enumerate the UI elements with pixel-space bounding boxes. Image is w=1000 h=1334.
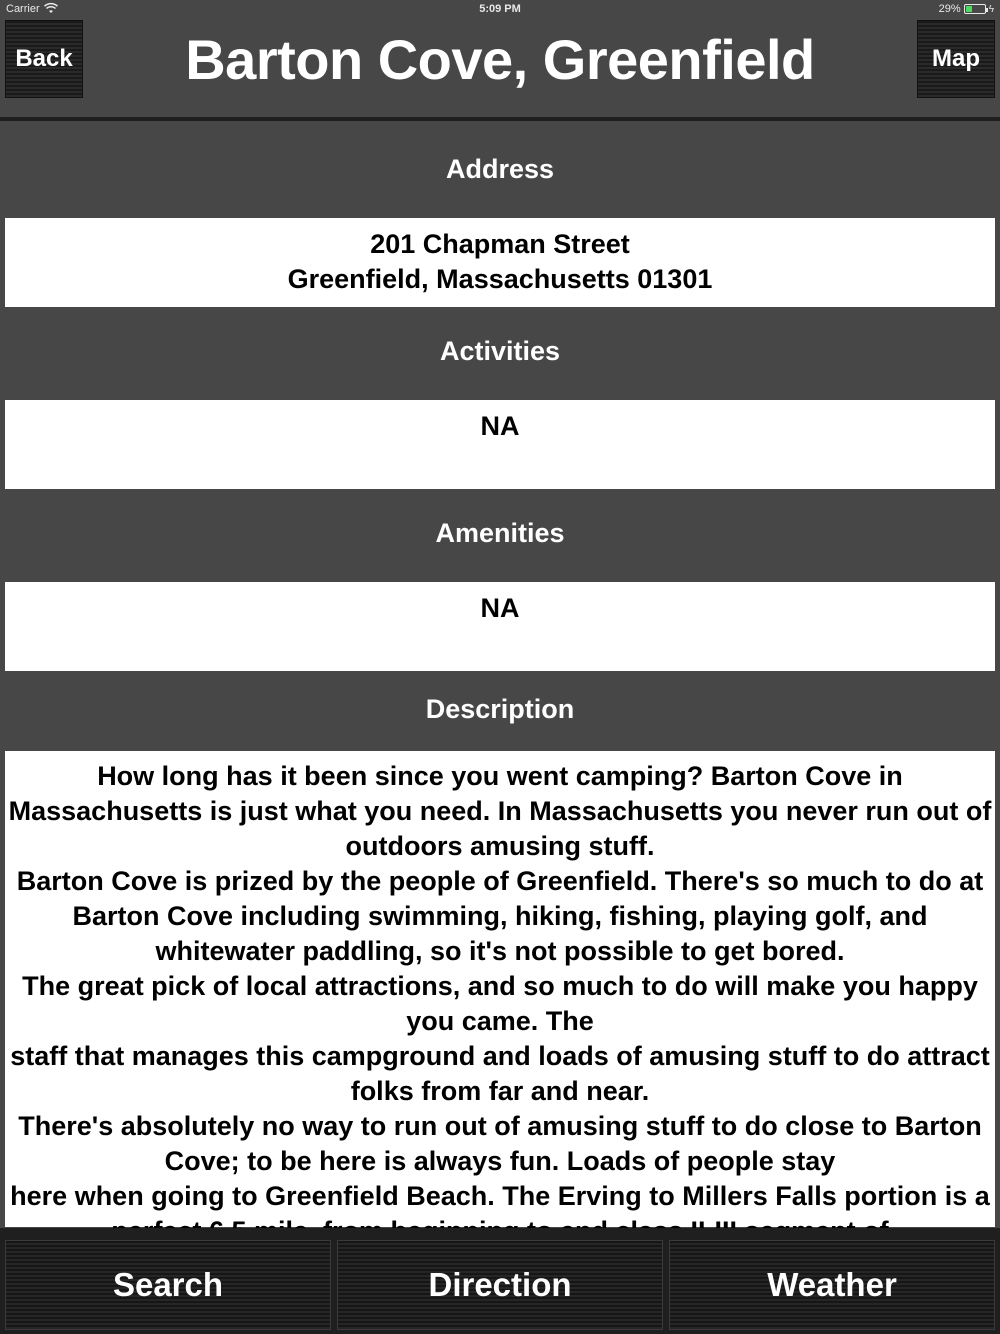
activities-heading: Activities xyxy=(439,336,561,366)
description-heading: Description xyxy=(425,694,575,724)
description-paragraph: There's absolutely no way to run out of amusing stuff to do close to Barton Cove; to be here is always fun. Loads of people stay xyxy=(18,1111,982,1176)
description-paragraph: Barton Cove is prized by the people of Greenfield. There's so much to do at Barton Cove including swimming, hiking, fishing, playing golf, and whitewater paddling, so it's not possible to get bored. xyxy=(16,866,984,966)
activities-value: NA xyxy=(480,411,520,441)
address-line-2: Greenfield, Massachusetts 01301 xyxy=(287,264,713,294)
amenities-value: NA xyxy=(480,593,520,623)
map-button[interactable]: Map xyxy=(917,20,995,98)
nav-header xyxy=(0,20,1000,118)
status-bar xyxy=(0,0,1000,20)
back-button[interactable]: Back xyxy=(5,20,83,98)
address-line-1: 201 Chapman Street xyxy=(370,229,630,259)
battery-indicator xyxy=(939,3,994,15)
carrier-label: Carrier xyxy=(6,3,40,15)
header-divider xyxy=(0,117,1000,121)
description-paragraph: The great pick of local attractions, and so much to do will make you happy you came. The xyxy=(22,971,978,1036)
activities-box xyxy=(5,400,995,489)
description-text-area[interactable] xyxy=(5,751,995,1227)
amenities-heading: Amenities xyxy=(435,518,565,548)
address-box xyxy=(5,218,995,307)
address-heading: Address xyxy=(445,154,555,184)
page-title: Barton Cove, Greenfield xyxy=(185,28,815,91)
battery-percent: 29% xyxy=(938,3,961,15)
amenities-box xyxy=(5,582,995,671)
bottom-toolbar xyxy=(0,1228,1000,1334)
description-paragraph: How long has it been since you went camping? Barton Cove in Massachusetts is just what you need. In Massachusetts you never run out of outdoors amusing stuff. xyxy=(8,761,992,861)
status-time: 5:09 PM xyxy=(479,3,521,15)
charging-icon: ϟ xyxy=(988,3,994,15)
description-paragraph: here when going to Greenfield Beach. The Erving to Millers Falls portion is a xyxy=(10,1181,990,1211)
battery-icon xyxy=(964,4,986,14)
weather-button[interactable]: Weather xyxy=(669,1240,995,1330)
direction-button[interactable]: Direction xyxy=(337,1240,663,1330)
description-paragraph: staff that manages this campground and loads of amusing stuff to do attract folks from far and near. xyxy=(10,1041,990,1106)
search-button[interactable]: Search xyxy=(5,1240,331,1330)
